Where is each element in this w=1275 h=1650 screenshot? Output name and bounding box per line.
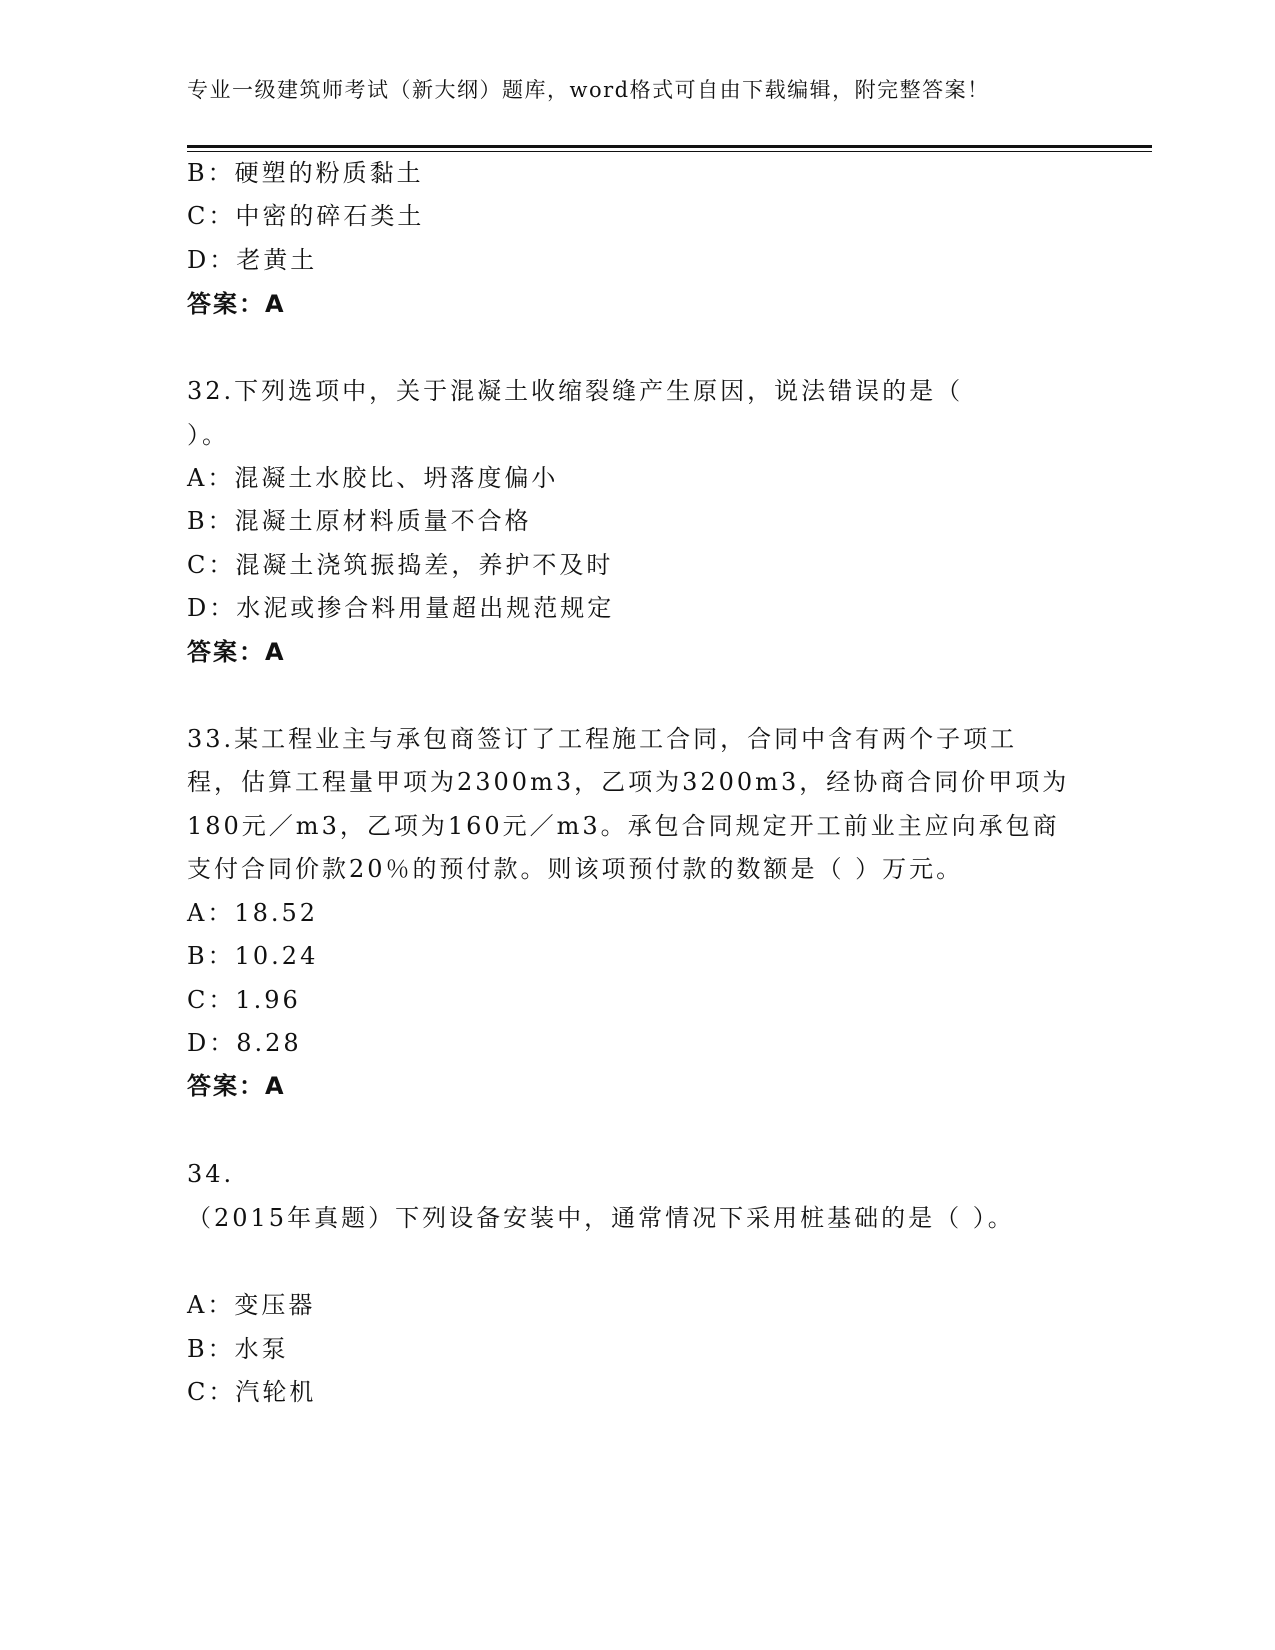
q34-option-a: A：变压器 (187, 1291, 316, 1319)
q32-option-c: C：混凝土浇筑振捣差，养护不及时 (187, 551, 614, 579)
q32-option-d: D：水泥或掺合料用量超出规范规定 (187, 594, 615, 622)
header-rule-thick (187, 145, 1152, 148)
q34-stem: （2015年真题）下列设备安装中，通常情况下采用桩基础的是（ ）。 (187, 1204, 1015, 1232)
page-header: 专业一级建筑师考试（新大纲）题库，word格式可自由下载编辑，附完整答案！ (187, 78, 990, 102)
q31-answer: 答案：A (187, 290, 286, 318)
q33-option-d: D：8.28 (187, 1029, 302, 1057)
q33-stem-line-4: 支付合同价款20％的预付款。则该项预付款的数额是（ ）万元。 (187, 855, 964, 883)
q31-option-c: C：中密的碎石类土 (187, 202, 425, 230)
q32-option-a: A：混凝土水胶比、坍落度偏小 (187, 464, 559, 492)
q34-option-c: C：汽轮机 (187, 1378, 317, 1406)
q33-answer: 答案：A (187, 1072, 286, 1100)
q33-option-c: C：1.96 (187, 986, 301, 1014)
q32-stem-line-2: ）。 (187, 421, 229, 449)
q33-option-b: B：10.24 (187, 942, 319, 970)
q33-stem-line-1: 33.某工程业主与承包商签订了工程施工合同，合同中含有两个子项工 (187, 725, 1018, 753)
q32-stem-line-1: 32.下列选项中，关于混凝土收缩裂缝产生原因，说法错误的是（ (187, 377, 964, 405)
header-rule-thin (187, 151, 1152, 152)
q32-option-b: B：混凝土原材料质量不合格 (187, 507, 532, 535)
q33-stem-line-3: 180元／m3，乙项为160元／m3。承包合同规定开工前业主应向承包商 (187, 812, 1060, 840)
q34-number: 34. (187, 1160, 235, 1188)
q34-option-b: B：水泵 (187, 1335, 289, 1363)
q31-option-b: B：硬塑的粉质黏土 (187, 159, 424, 187)
q33-option-a: A：18.52 (187, 899, 319, 927)
q33-stem-line-2: 程，估算工程量甲项为2300m3，乙项为3200m3，经协商合同价甲项为 (187, 768, 1070, 796)
q32-answer: 答案：A (187, 638, 286, 666)
q31-option-d: D：老黄土 (187, 246, 318, 274)
